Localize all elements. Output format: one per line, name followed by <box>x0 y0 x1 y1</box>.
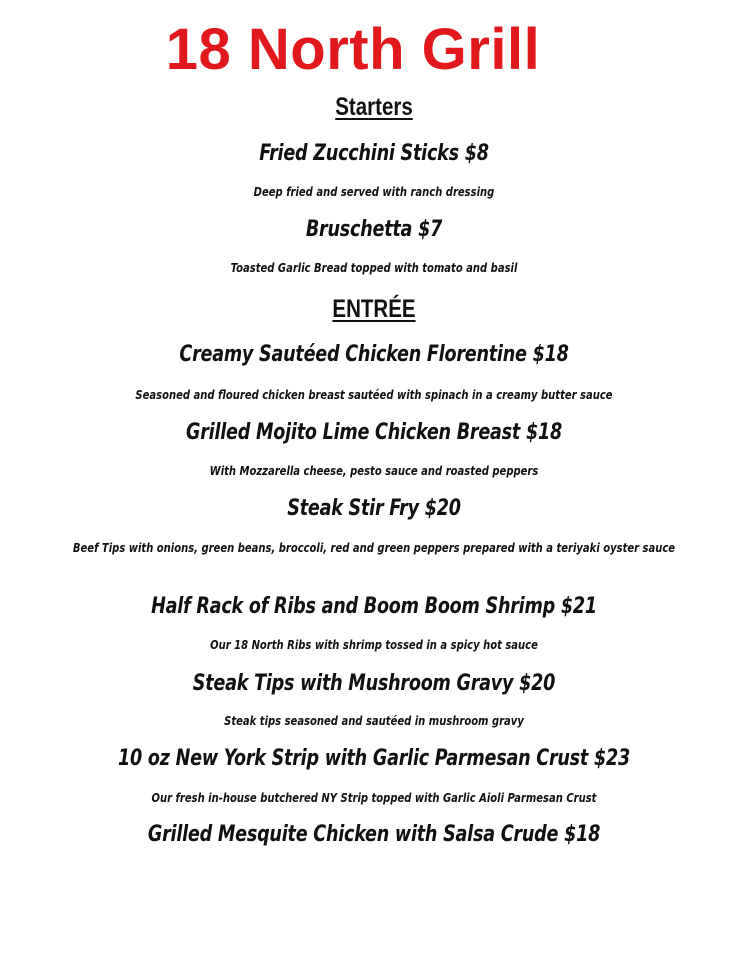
section-heading-entree: ENTRÉE <box>332 295 416 323</box>
menu-item-name: Half Rack of Ribs and Boom Boom Shrimp $21 <box>151 594 597 619</box>
menu-item-description: Steak tips seasoned and sautéed in mushroom gravy <box>224 713 524 728</box>
menu-item-name: Creamy Sautéed Chicken Florentine $18 <box>179 342 569 367</box>
restaurant-title: 18 North Grill <box>165 17 541 82</box>
section-heading-starters: Starters <box>335 93 413 121</box>
menu-item-description: Toasted Garlic Bread topped with tomato and basil <box>230 260 518 275</box>
menu-item-name: 10 oz New York Strip with Garlic Parmesan Crust $23 <box>117 746 630 771</box>
menu-item-description: Our fresh in-house butchered NY Strip topped with Garlic Aioli Parmesan Crust <box>151 790 597 805</box>
menu-item-name: Grilled Mojito Lime Chicken Breast $18 <box>186 420 562 445</box>
menu-item-description: With Mozzarella cheese, pesto sauce and roasted peppers <box>209 463 539 478</box>
menu-item-name: Fried Zucchini Sticks $8 <box>259 141 489 166</box>
menu-item-description: Our 18 North Ribs with shrimp tossed in a spicy hot sauce <box>210 637 538 652</box>
menu-item-description: Beef Tips with onions, green beans, broccoli, red and green peppers prepared with a teriyaki oyster sauce <box>72 540 676 555</box>
menu-item-name: Bruschetta $7 <box>305 217 443 242</box>
menu-item-description: Seasoned and floured chicken breast sautéed with spinach in a creamy butter sauce <box>135 387 613 402</box>
menu-item-description: Deep fried and served with ranch dressing <box>253 184 495 199</box>
menu-item-name: Steak Stir Fry $20 <box>287 496 461 521</box>
menu-item-name: Steak Tips with Mushroom Gravy $20 <box>192 671 556 696</box>
menu-item-name: Grilled Mesquite Chicken with Salsa Crude $18 <box>147 822 601 847</box>
